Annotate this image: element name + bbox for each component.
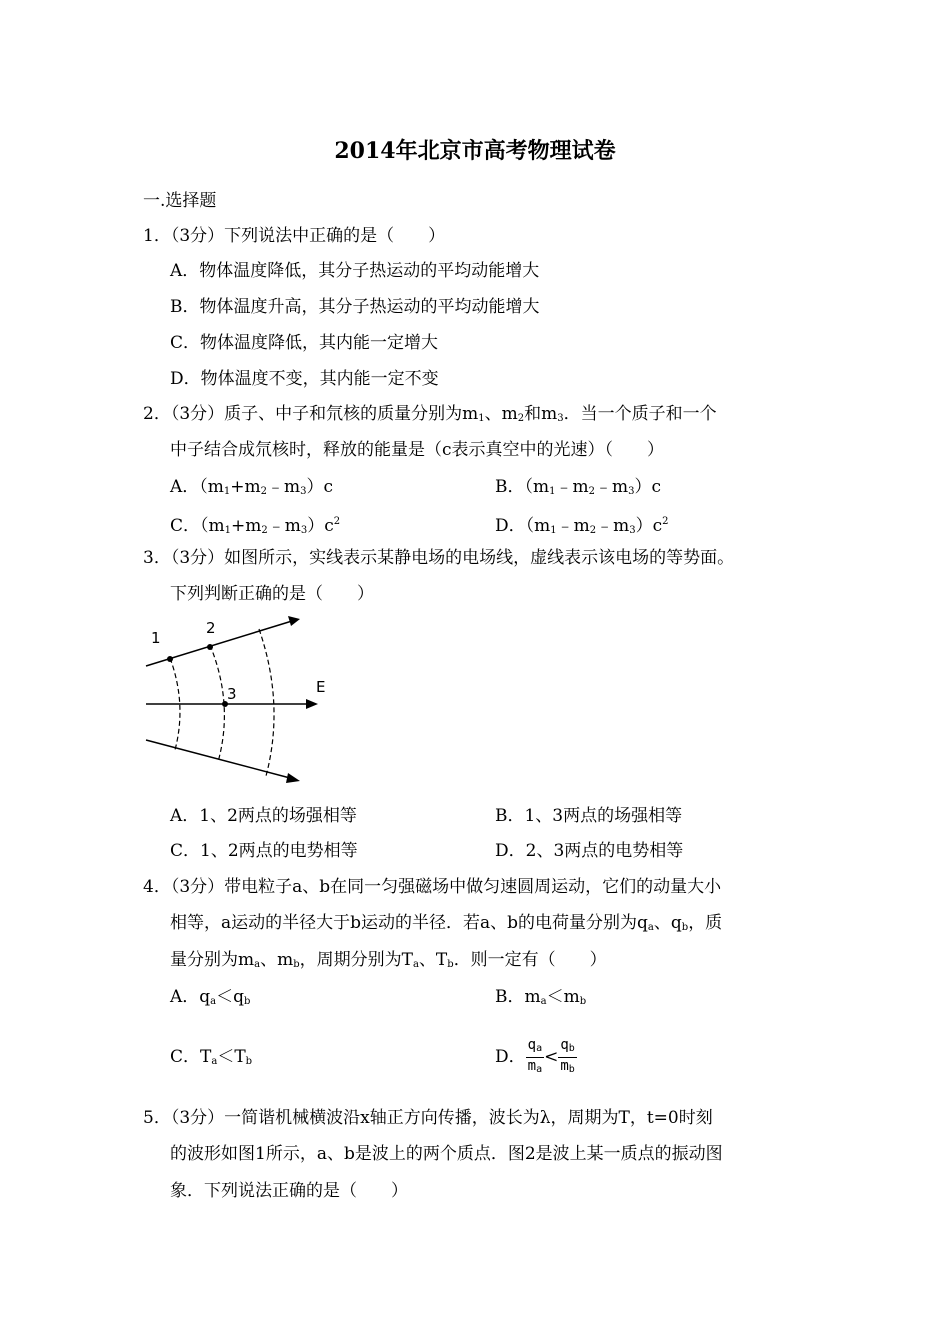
question-4-option-a: A．$q_a<q_b$ <box>170 987 251 1007</box>
point-1 <box>167 656 173 662</box>
label-2: 2 <box>206 619 216 637</box>
question-2-stem-line1: 2．（3分）质子、中子和氘核的质量分别为$m_1$、$m_2$和$m_3$．当一个质子和一个 <box>143 404 717 424</box>
question-4-stem-line3: 量分别为$m_a$、$m_b$，周期分别为$T_a$、$T_b$．则一定有（ ） <box>170 950 607 970</box>
question-3-stem-line1: 3．（3分）如图所示，实线表示某静电场的电场线，虚线表示该电场的等势面。 <box>143 548 735 568</box>
arrowhead-top <box>288 616 300 626</box>
question-3-option-a: A．1、2两点的场强相等 <box>170 806 357 826</box>
question-1-option-b: B．物体温度升高，其分子热运动的平均动能增大 <box>170 297 540 317</box>
question-3-stem-line2: 下列判断正确的是（ ） <box>170 584 374 604</box>
question-2-option-a: A．$(m_1+m_2﹣m_3)c$ <box>170 477 334 497</box>
arrowhead-bottom <box>286 773 300 783</box>
question-1-stem: 1．（3分）下列说法中正确的是（ ） <box>143 226 446 246</box>
question-3-option-c: C．1、2两点的电势相等 <box>170 841 358 861</box>
field-line-bottom <box>146 740 290 778</box>
section-heading: 一.选择题 <box>143 191 217 211</box>
equipotential-3 <box>259 629 274 776</box>
question-1-option-a: A．物体温度降低，其分子热运动的平均动能增大 <box>170 261 540 281</box>
fraction-qb-mb: $\frac{q_b}{m_b}$ <box>560 1037 575 1075</box>
arrowhead-middle <box>306 699 318 709</box>
electric-field-figure <box>142 612 342 784</box>
question-5-stem-line1: 5．（3分）一简谐机械横波沿x轴正方向传播，波长为λ，周期为T，t=0时刻 <box>143 1108 713 1128</box>
question-3-option-b: B．1、3两点的场强相等 <box>495 806 683 826</box>
question-5-stem-line3: 象．下列说法正确的是（ ） <box>170 1181 408 1201</box>
label-3: 3 <box>227 685 237 703</box>
fraction-qa-ma: $\frac{q_a}{m_a}$ <box>527 1037 543 1075</box>
question-4-option-c: C．$T_a<T_b$ <box>170 1047 253 1067</box>
label-e: E <box>316 678 326 696</box>
question-4-option-b: B．$m_a<m_b$ <box>495 987 587 1007</box>
question-4-option-d: D． $\frac{q_a}{m_a}$ < $\frac{q_b}{m_b}$ <box>495 1030 577 1084</box>
question-2-option-b: B．$(m_1﹣m_2﹣m_3)c$ <box>495 477 662 497</box>
question-1-option-d: D．物体温度不变，其内能一定不变 <box>170 369 439 389</box>
question-2-option-c: C．$(m_1+m_2﹣m_3)c^2$ <box>170 516 341 536</box>
question-5-stem-line2: 的波形如图1所示，a、b是波上的两个质点．图2是波上某一质点的振动图 <box>170 1144 723 1164</box>
page-title: 2014年北京市高考物理试卷 <box>334 138 616 164</box>
point-2 <box>207 644 213 650</box>
question-2-stem-line2: 中子结合成氘核时，释放的能量是（c表示真空中的光速）（ ） <box>170 440 665 460</box>
question-2-option-d: D．$(m_1﹣m_2﹣m_3)c^2$ <box>495 516 669 536</box>
question-3-option-d: D．2、3两点的电势相等 <box>495 841 684 861</box>
question-1-option-c: C．物体温度降低，其内能一定增大 <box>170 333 439 353</box>
question-4-stem-line1: 4．（3分）带电粒子a、b在同一匀强磁场中做匀速圆周运动，它们的动量大小 <box>143 877 722 897</box>
question-4-stem-line2: 相等，a运动的半径大于b运动的半径．若a、b的电荷量分别为$q_a$、$q_b$，质 <box>170 913 723 933</box>
label-1: 1 <box>151 629 161 647</box>
